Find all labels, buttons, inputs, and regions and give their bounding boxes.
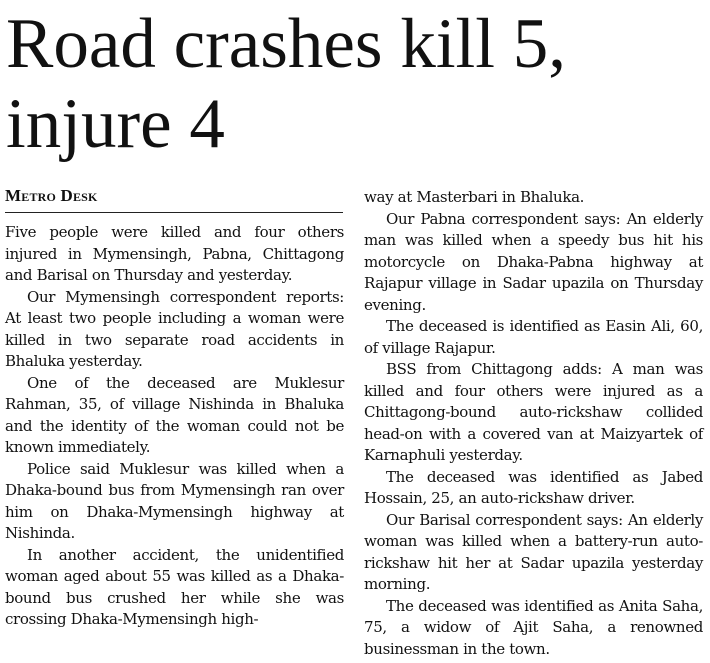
paragraph: The deceased was identified as Jabed Hossain, 25, an auto-rickshaw driver. <box>364 467 703 507</box>
paragraph: In another accident, the unidentified woman aged about 55 was killed as a Dhaka-bound bus crushed her while she was crossing Dhaka-Mymensingh high- <box>5 545 344 628</box>
paragraph: Our Mymensingh correspondent reports: At least two people including a woman were killed in two separate road accidents in Bhaluka yesterday. <box>5 287 344 370</box>
paragraph-continuation: way at Masterbari in Bhaluka. <box>364 188 585 206</box>
paragraph: Five people were killed and four others injured in Mymensingh, Pabna, Chittagong and Barisal on Thursday and yesterday. <box>5 223 344 284</box>
paragraph: The deceased is identified as Easin Ali, 60, of village Rajapur. <box>364 317 703 357</box>
article-column-right <box>364 187 703 660</box>
headline-line-1: Road crashes kill 5, <box>6 5 566 83</box>
paragraph: Police said Muklesur was killed when a Dhaka-bound bus from Mymensingh ran over him on Dhaka-Mymensingh highway at Nishinda. <box>5 459 344 542</box>
paragraph: One of the deceased are Muklesur Rahman, 35, of village Nishinda in Bhaluka and the identity of the woman could not be known immediately. <box>5 373 344 456</box>
paragraph: The deceased was identified as Anita Saha, 75, a widow of Ajit Saha, a renowned businessman in the town. <box>364 596 703 658</box>
paragraph: Our Pabna correspondent says: An elderly man was killed when a speedy bus hit his motorcycle on Dhaka-Pabna highway at Rajapur village in Sadar upazila on Thursday evening. <box>364 209 703 314</box>
paragraph: Our Barisal correspondent says: An elderly woman was killed when a battery-run auto-rickshaw hit her at Sadar upazila yesterday morning. <box>364 510 703 593</box>
paragraph: BSS from Chittagong adds: A man was killed and four others were injured as a Chittagong-bound auto-rickshaw collided head-on with a covered van at Maizyartek of Karnaphuli yesterday. <box>364 360 703 464</box>
headline-line-2: injure 4 <box>6 85 225 163</box>
byline: Metro Desk <box>5 186 343 213</box>
article-column-left <box>5 222 344 631</box>
headline <box>6 4 706 164</box>
